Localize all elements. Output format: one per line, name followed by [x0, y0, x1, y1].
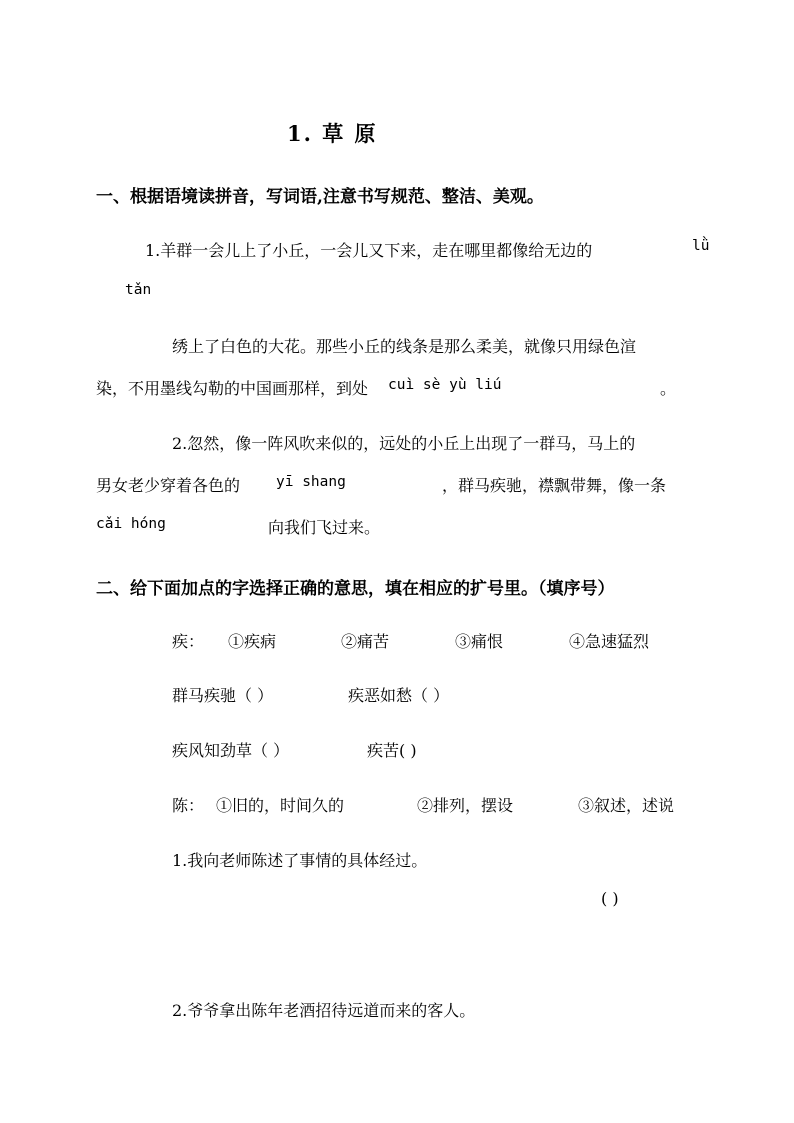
section-1-heading: 一、根据语境读拼音，写词语,注意书写规范、整洁、美观。 — [96, 187, 544, 207]
ji-option-4: ④急速猛烈 — [569, 632, 650, 651]
pinyin-lv: lǜ — [692, 238, 710, 254]
chen-label: 陈： — [172, 796, 205, 815]
pinyin-tan: tǎn — [125, 282, 152, 298]
ji-option-1: ①疾病 — [228, 632, 277, 651]
q2-line1: 2.忽然，像一阵风吹来似的，远处的小丘上出现了一群马，马上的 — [172, 434, 636, 453]
ji-item-4: 疾苦( ) — [367, 741, 417, 760]
ji-label: 疾： — [172, 632, 205, 651]
q1-line2: 绣上了白色的大花。那些小丘的线条是那么柔美，就像只用绿色渲 — [172, 337, 637, 356]
ji-option-2: ②痛苦 — [341, 632, 390, 651]
ji-item-1: 群马疾驰（ ） — [172, 686, 274, 705]
pinyin-yishang: yī shang — [276, 474, 346, 490]
ji-item-3: 疾风知劲草（ ） — [172, 741, 290, 760]
chen-answer-paren-1: ( ) — [601, 889, 619, 908]
chen-option-3: ③叙述，述说 — [578, 796, 675, 815]
pinyin-cuise-yuliu: cuì sè yù liú — [388, 377, 502, 393]
q2-line2-start: 男女老少穿着各色的 — [96, 476, 241, 495]
page-title: 1. 草 原 — [287, 121, 378, 146]
chen-sentence-1: 1.我向老师陈述了事情的具体经过。 — [172, 851, 428, 870]
chen-option-1: ①旧的，时间久的 — [216, 796, 345, 815]
section-2-heading: 二、给下面加点的字选择正确的意思，填在相应的扩号里。（填序号） — [96, 579, 615, 599]
pinyin-caihong: cǎi hóng — [96, 516, 166, 532]
q1-line3-end: 。 — [660, 379, 677, 398]
chen-option-2: ②排列，摆设 — [417, 796, 514, 815]
q2-line3-end: 向我们飞过来。 — [268, 518, 381, 537]
chen-sentence-2: 2.爷爷拿出陈年老酒招待远道而来的客人。 — [172, 1001, 476, 1020]
ji-item-2: 疾恶如愁（ ） — [348, 686, 450, 705]
q1-line1: 1.羊群一会儿上了小丘，一会儿又下来，走在哪里都像给无边的 — [145, 241, 593, 260]
ji-option-3: ③痛恨 — [455, 632, 504, 651]
q1-line3: 染，不用墨线勾勒的中国画那样，到处 — [96, 379, 369, 398]
q2-line2-end: ，群马疾驰，襟飘带舞，像一条 — [442, 476, 667, 495]
